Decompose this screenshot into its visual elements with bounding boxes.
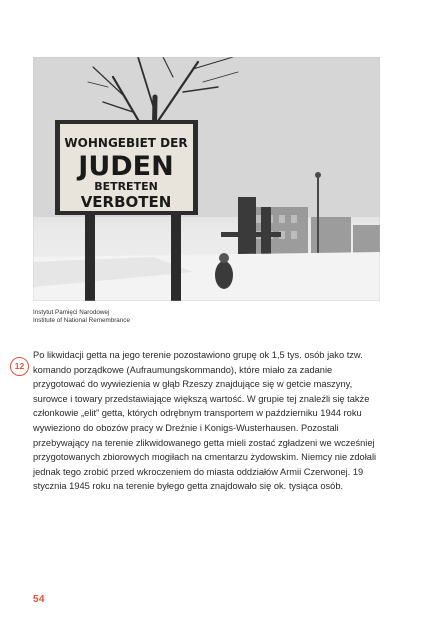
sign-line-2: JUDEN — [78, 151, 174, 182]
sign-line-4: VERBOTEN — [80, 193, 172, 211]
body-paragraph: Po likwidacji getta na jego terenie pozostawiono grupę ok 1,5 tys. osób jako tzw. komando porządkowe (Aufraumungskommando), które miało za zadanie przygotować do wywiezienia w głąb Rzeszy znajdujące się w getcie maszyny, surowce i towary przedstawiające większą wartość. W grupie tej znaleźli się także członkowie „elit” getta, których odrębnym transportem w październiku 1944 roku wywieziono do obozów pracy w Dreźnie i Konigs-Wusterhausen. Pozostali przebywający na terenie zlikwidowanego getta mieli zostać zgładzeni we wcześniej przygotowanych zbiorowych mogiłach na cmentarzu żydowskim. Niemcy nie zdołali jednak tego zrobić przed wkroczeniem do miasta oddziałów Armii Czerwonej. 19 stycznia 1945 roku na terenie byłego getta znajdowało się ok. tysiąca osób. — [33, 350, 377, 492]
historical-photo — [33, 57, 380, 301]
photo-credit — [33, 309, 130, 325]
ghetto-sign-photo — [33, 57, 380, 301]
sign-line-1: WOHNGEBIET DER — [64, 136, 188, 150]
sign-line-3: BETRETEN — [94, 180, 158, 193]
credit-line-en: Institute of National Remembrance — [33, 317, 130, 324]
section-number-badge: 12 — [10, 357, 29, 376]
credit-line-pl: Instytut Pamięci Narodowej — [33, 309, 110, 316]
page-number: 54 — [33, 594, 45, 605]
